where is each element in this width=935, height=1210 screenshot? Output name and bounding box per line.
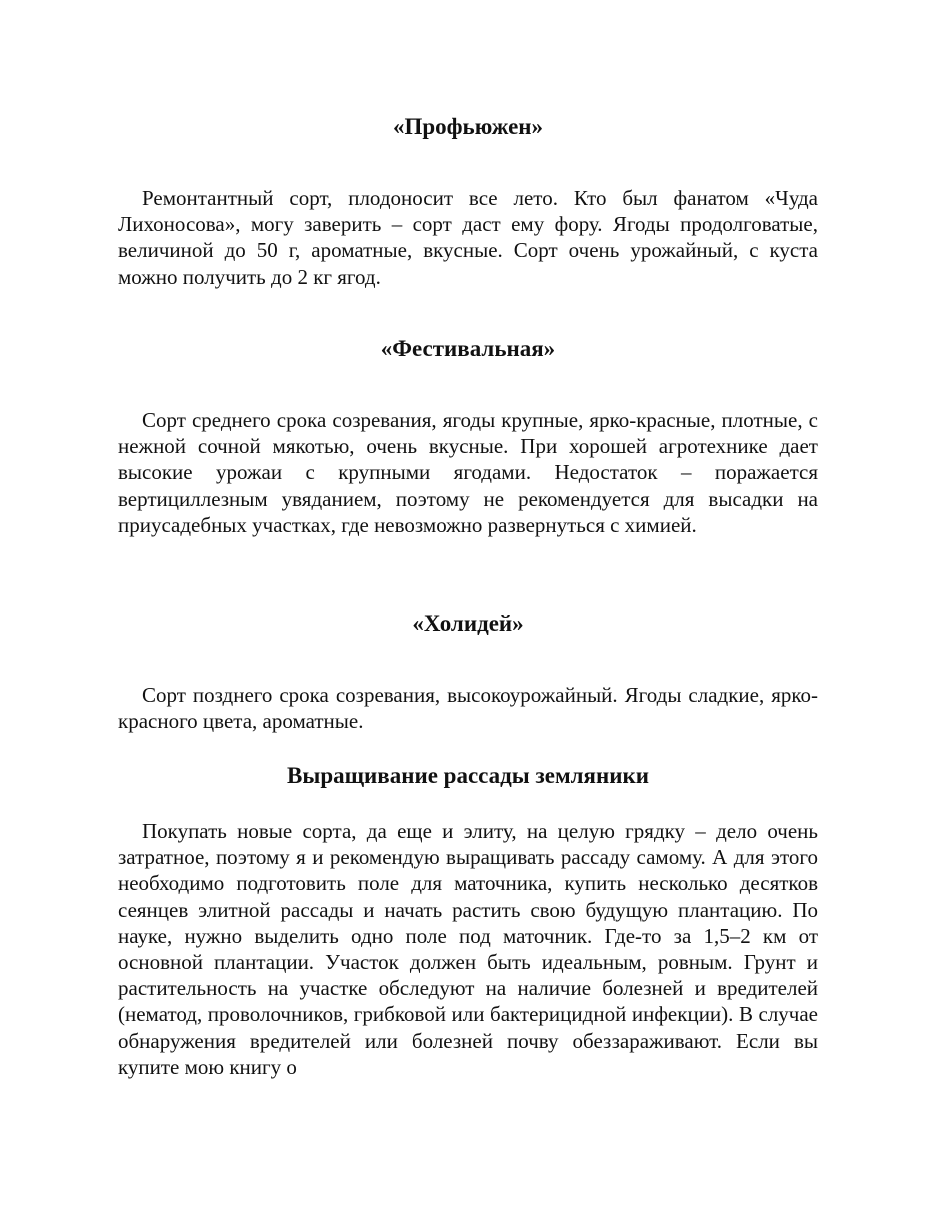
section-heading-holidey: «Холидей» (412, 611, 524, 636)
section-text-holidey: Сорт позднего срока созревания, высокоурожайный. Ягоды сладкие, ярко-красного цвета, ароматные. (118, 683, 818, 734)
section-text-profyuzhen: Ремонтантный сорт, плодоносит все лето. Кто был фанатом «Чуда Лихоносова», могу заверить – сорт даст ему фору. Ягоды продолговатые, величиной до 50 г, ароматные, вкусные. Сорт очень урожайный, с куста можно получить до 2 кг ягод. (118, 186, 818, 289)
section-heading-festivalnaya: «Фестивальная» (380, 336, 556, 361)
section-text-seedlings: Покупать новые сорта, да еще и элиту, на целую грядку – дело очень затратное, поэтому я и рекомендую выращивать рассаду самому. А для этого необходимо подготовить поле для маточника, купить несколько десятков сеянцев элитной рассады и начать растить свою будущую плантацию. По науке, нужно выделить одно поле под маточник. Где-то за 1,5–2 км от основной плантации. Участок должен быть идеальным, ровным. Грунт и растительность на участке обследуют на наличие болезней и вредителей (нематод, проволочников, грибковой или бактерицидной инфекции). В случае обнаружения вредителей или болезней почву обеззараживают. Если вы купите мою книгу о (118, 819, 818, 1079)
section-heading-profyuzhen: «Профьюжен» (392, 114, 544, 139)
section-text-festivalnaya: Сорт среднего срока созревания, ягоды крупные, ярко-красные, плотные, с нежной сочной мякотью, очень вкусные. При хорошей агротехнике дает высокие урожаи с крупными ягодами. Недостаток – поражается вертициллезным увяданием, поэтому не рекомендуется для высадки на приусадебных участках, где невозможно развернуться с химией. (118, 408, 818, 537)
section-heading-seedlings: Выращивание рассады земляники (287, 763, 649, 788)
